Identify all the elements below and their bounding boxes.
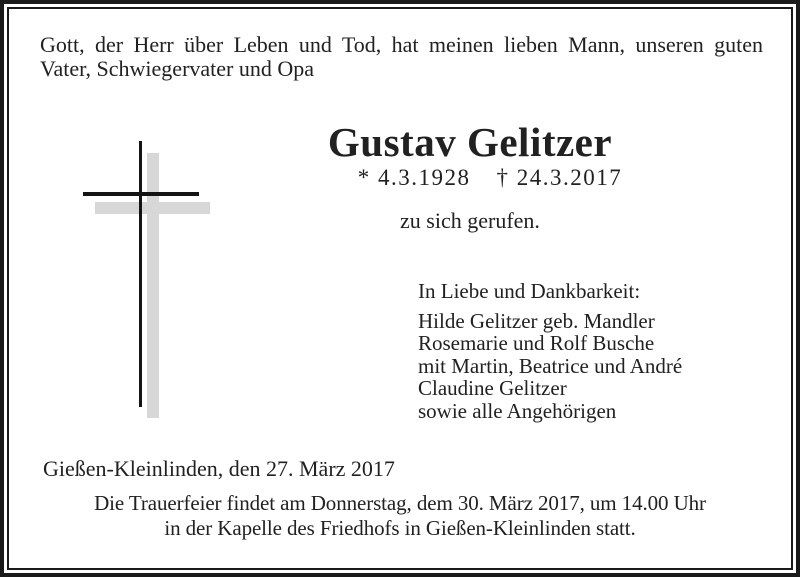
funeral-line-1: Die Trauerfeier findet am Donnerstag, dem 30. März 2017, um 14.00 Uhr [94,491,706,515]
funeral-info-block [0,491,800,541]
called-line: zu sich gerufen. [400,208,540,233]
mourner-line: sowie alle Angehörigen [418,398,617,423]
birth-date: * 4.3.1928 [357,165,471,190]
cross-shadow-horizontal-bar [95,202,210,214]
mourner-line: Claudine Gelitzer [418,376,567,401]
mourner-line: mit Martin, Beatrice und André [418,353,683,378]
place-and-date-line: Gießen-Kleinlinden, den 27. März 2017 [43,456,395,481]
funeral-line-2: in der Kapelle des Friedhofs in Gießen-Kleinlinden statt. [164,516,636,540]
cross-horizontal-bar [83,192,199,196]
intro-paragraph [40,33,763,81]
mourners-heading: In Liebe und Dankbarkeit: [418,279,641,303]
life-dates [270,165,710,191]
deceased-name: Gustav Gelitzer [327,119,613,165]
cross-vertical-bar [139,141,142,407]
mourner-line: Rosemarie und Rolf Busche [418,331,655,356]
mourners-block [418,280,682,423]
mourner-line: Hilde Gelitzer geb. Mandler [418,308,655,333]
intro-line-1: Gott, der Herr über Leben und Tod, hat meinen lieben Mann, unseren guten [40,32,763,57]
intro-line-2: Vater, Schwiegervater und Opa [40,56,315,81]
death-date: † 24.3.2017 [496,165,623,190]
